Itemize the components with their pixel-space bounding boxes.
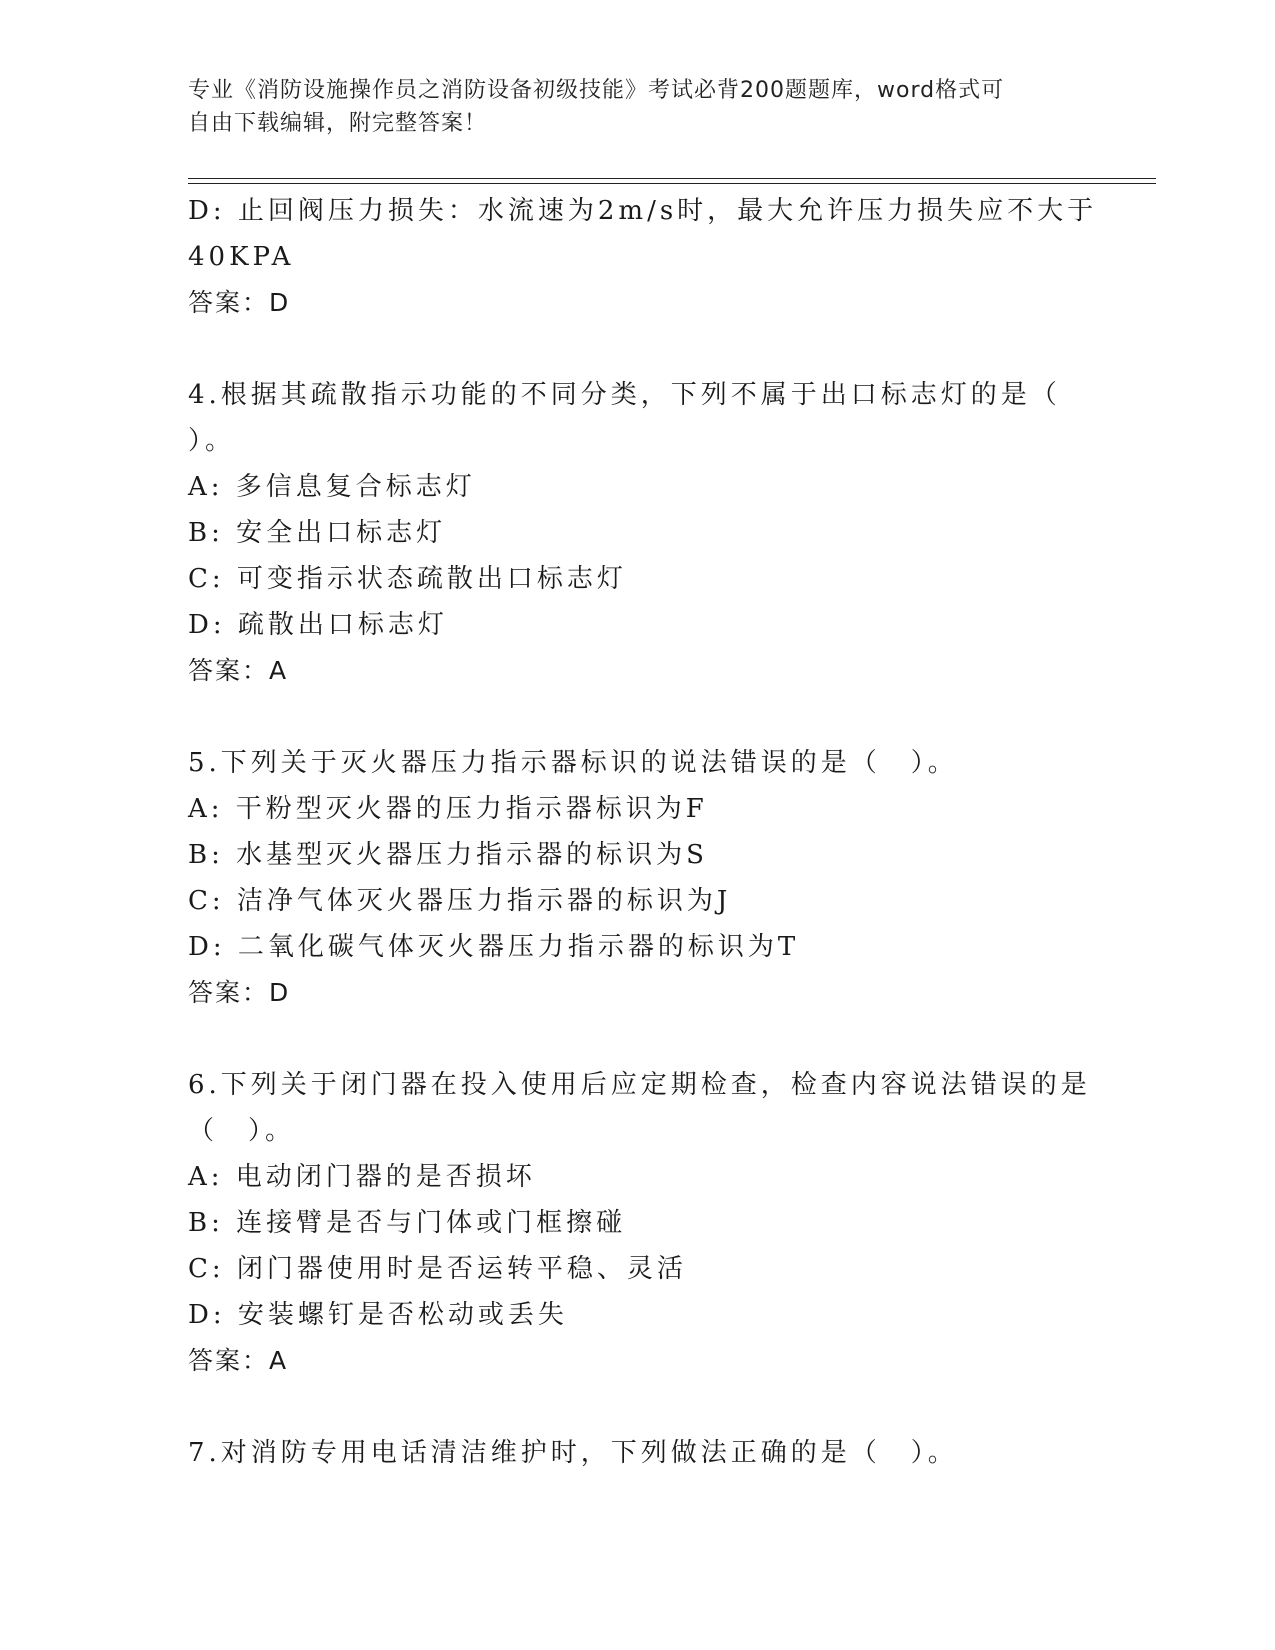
- q5-option-c: C: 洁净气体灭火器压力指示器的标识为J: [188, 886, 732, 916]
- q4-option-d: D: 疏散出口标志灯: [188, 610, 448, 640]
- spacer: [188, 1384, 1088, 1430]
- q7-stem: 7.对消防专用电话清洁维护时，下列做法正确的是（ ）。: [188, 1438, 958, 1468]
- q3-answer: 答案：D: [188, 288, 291, 317]
- q5-option-d: D: 二氧化碳气体灭火器压力指示器的标识为T: [188, 932, 800, 962]
- q5-stem: 5.下列关于灭火器压力指示器标识的说法错误的是（ ）。: [188, 748, 958, 778]
- q4-option-b: B: 安全出口标志灯: [188, 518, 447, 548]
- header-line-1: 专业《消防设施操作员之消防设备初级技能》考试必背200题题库，word格式可: [188, 78, 1005, 103]
- q5-answer: 答案：D: [188, 978, 291, 1007]
- question-5: [188, 740, 1088, 1016]
- spacer: [188, 326, 1088, 372]
- q4-option-c: C: 可变指示状态疏散出口标志灯: [188, 564, 627, 594]
- question-6: [188, 1062, 1091, 1384]
- q6-option-a: A: 电动闭门器的是否损坏: [188, 1162, 536, 1192]
- q3-option-d-line-1: D: 止回阀压力损失：水流速为2m/s时，最大允许压力损失应不大于: [188, 196, 1098, 226]
- q6-option-d: D: 安装螺钉是否松动或丢失: [188, 1300, 568, 1330]
- q6-option-b: B: 连接臂是否与门体或门框擦碰: [188, 1208, 627, 1238]
- header-divider-bottom: [188, 183, 1156, 184]
- question-4: [188, 372, 1088, 694]
- q5-option-b: B: 水基型灭火器压力指示器的标识为S: [188, 840, 708, 870]
- header-divider-top: [188, 178, 1156, 179]
- q6-option-c: C: 闭门器使用时是否运转平稳、灵活: [188, 1254, 687, 1284]
- question-7: [188, 1430, 1088, 1476]
- q6-stem-line-1: 6.下列关于闭门器在投入使用后应定期检查，检查内容说法错误的是: [188, 1070, 1091, 1100]
- q4-option-a: A: 多信息复合标志灯: [188, 472, 476, 502]
- question-3-tail: [188, 188, 1098, 326]
- spacer: [188, 1016, 1088, 1062]
- spacer: [188, 694, 1088, 740]
- q6-stem-line-2: （ ）。: [188, 1116, 296, 1146]
- q5-option-a: A: 干粉型灭火器的压力指示器标识为F: [188, 794, 708, 824]
- q4-stem-line-2: ）。: [188, 426, 236, 456]
- q4-answer: 答案：A: [188, 656, 289, 685]
- q3-option-d-line-2: 40KPA: [188, 242, 295, 272]
- document-header: [188, 74, 1088, 140]
- header-line-2: 自由下载编辑，附完整答案！: [188, 111, 488, 136]
- q4-stem-line-1: 4.根据其疏散指示功能的不同分类，下列不属于出口标志灯的是（: [188, 380, 1061, 410]
- question-list: [188, 188, 1098, 1476]
- q6-answer: 答案：A: [188, 1346, 289, 1375]
